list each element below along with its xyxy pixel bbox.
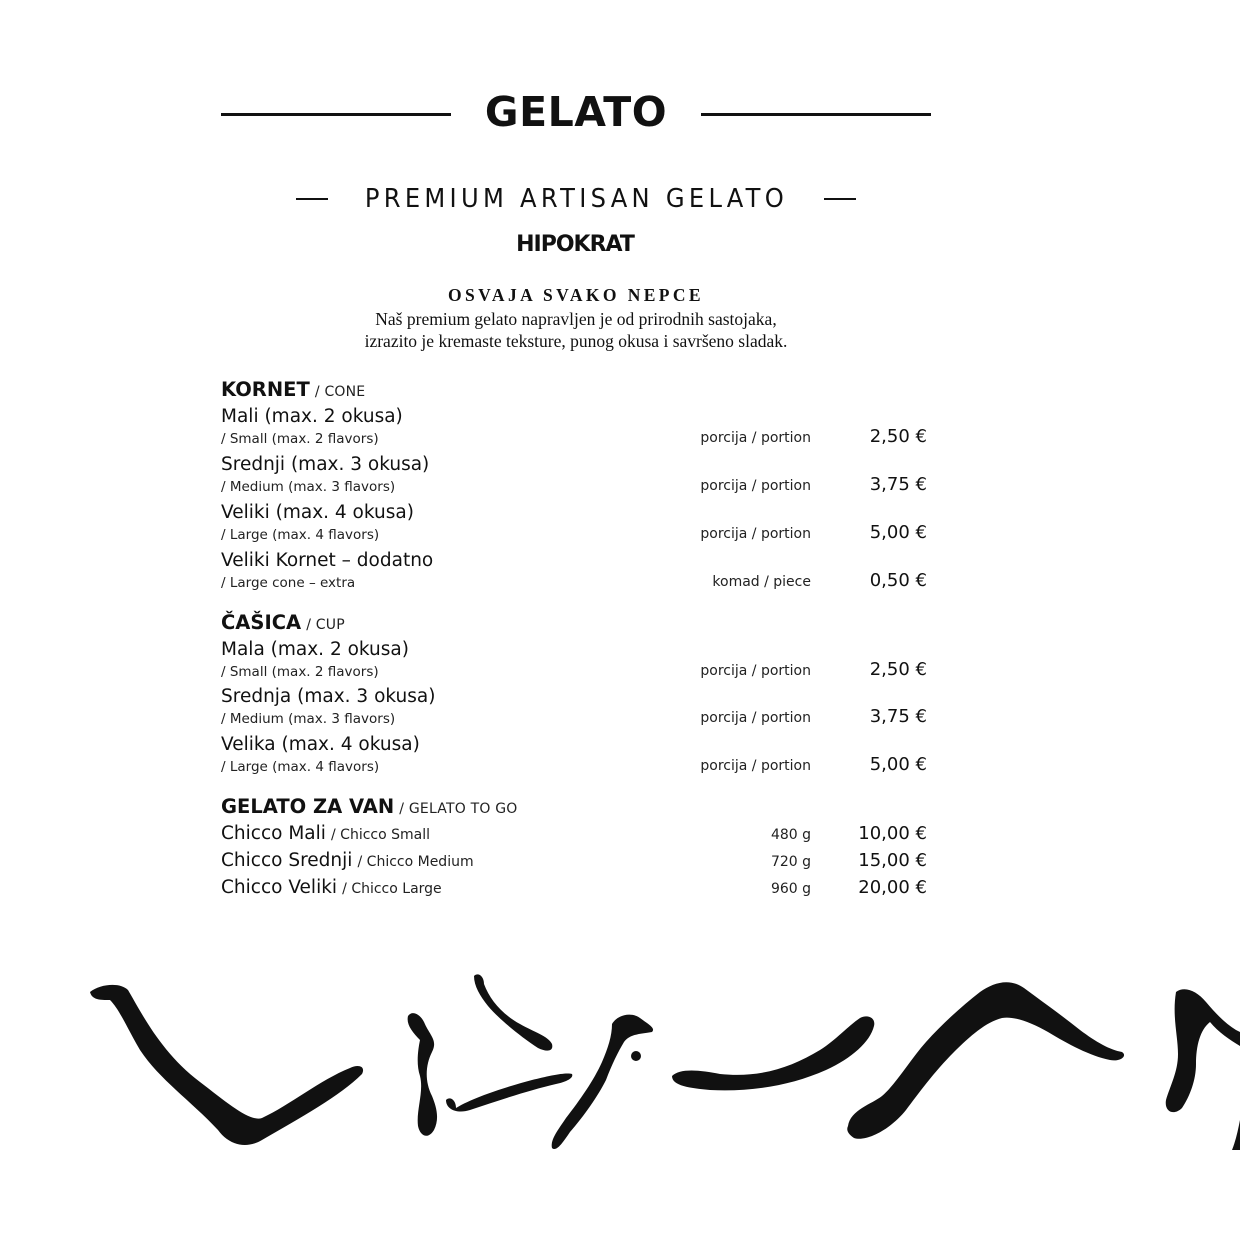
item-name: Velika (max. 4 okusa) <box>221 734 420 755</box>
menu-item <box>221 877 931 903</box>
item-unit: porcija / portion <box>700 478 811 494</box>
item-price: 5,00 € <box>869 754 927 775</box>
menu-item <box>221 550 931 596</box>
page-title: GELATO <box>484 88 668 136</box>
section-title: ČAŠICA <box>221 611 302 634</box>
section-heading-gelato-to-go <box>221 795 517 818</box>
item-unit: porcija / portion <box>700 663 811 679</box>
section-heading-kornet <box>221 378 365 401</box>
item-name: Chicco Srednji <box>221 850 353 871</box>
item-price: 2,50 € <box>869 426 927 447</box>
tagline: OSVAJA SVAKO NEPCE <box>447 285 705 305</box>
item-name: Srednja (max. 3 okusa) <box>221 686 436 707</box>
item-name: Srednji (max. 3 okusa) <box>221 454 430 475</box>
item-translation: / Chicco Small <box>331 827 430 843</box>
brush-stroke <box>1166 989 1240 1112</box>
item-unit: porcija / portion <box>700 526 811 542</box>
title-rule-right <box>701 113 931 116</box>
item-price: 2,50 € <box>869 659 927 680</box>
item-translation: / Small (max. 2 flavors) <box>221 664 379 680</box>
brush-stroke <box>1232 1120 1240 1150</box>
item-unit: komad / piece <box>712 574 811 590</box>
item-translation: / Small (max. 2 flavors) <box>221 431 379 447</box>
item-translation: / Medium (max. 3 flavors) <box>221 711 396 727</box>
item-name: Mali (max. 2 okusa) <box>221 406 403 427</box>
brand-logo-mark <box>500 225 650 259</box>
section-title: GELATO ZA VAN <box>221 795 395 818</box>
item-translation: / Large cone – extra <box>221 575 356 591</box>
item-translation: / Large (max. 4 flavors) <box>221 759 380 775</box>
menu-item <box>221 639 931 685</box>
item-price: 3,75 € <box>869 474 927 495</box>
brush-stroke <box>847 982 1124 1139</box>
menu-item <box>221 454 931 500</box>
item-name: Mala (max. 2 okusa) <box>221 639 409 660</box>
item-price: 10,00 € <box>858 823 927 844</box>
menu-item <box>221 734 931 780</box>
item-price: 20,00 € <box>858 877 927 898</box>
menu-item <box>221 850 931 876</box>
item-translation: / Chicco Large <box>342 881 442 897</box>
section-subtitle: / GELATO TO GO <box>399 801 518 817</box>
section-subtitle: / CUP <box>306 617 345 633</box>
subtitle-dash-right <box>824 198 856 200</box>
subtitle-row <box>296 181 856 217</box>
item-price: 3,75 € <box>869 706 927 727</box>
brand-logo-text: HIPOKRAT <box>516 232 634 257</box>
item-name: Veliki (max. 4 okusa) <box>221 502 414 523</box>
subtitle-dash-left <box>296 198 328 200</box>
brand-logo <box>500 225 650 259</box>
brush-stroke <box>552 1015 653 1149</box>
brush-stroke <box>408 1013 437 1136</box>
item-price: 15,00 € <box>858 850 927 871</box>
item-name-row <box>221 850 474 871</box>
item-unit: porcija / portion <box>700 710 811 726</box>
menu-item <box>221 686 931 732</box>
item-weight: 480 g <box>770 827 811 843</box>
item-name: Veliki Kornet – dodatno <box>221 550 434 571</box>
item-weight: 720 g <box>770 854 811 870</box>
item-translation: / Large (max. 4 flavors) <box>221 527 380 543</box>
brush-dot <box>631 1051 641 1061</box>
description-line: izrazito je kremaste teksture, punog okusa i savršeno sladak. <box>364 331 788 351</box>
item-translation: / Medium (max. 3 flavors) <box>221 479 396 495</box>
description-line: Naš premium gelato napravljen je od prirodnih sastojaka, <box>375 309 777 329</box>
menu-item <box>221 406 931 452</box>
item-translation: / Chicco Medium <box>357 854 474 870</box>
decorative-brush-strokes <box>0 960 1240 1160</box>
item-name-row <box>221 877 442 898</box>
item-unit: porcija / portion <box>700 758 811 774</box>
section-heading-casica <box>221 611 345 634</box>
item-price: 5,00 € <box>869 522 927 543</box>
brush-stroke <box>446 1073 572 1111</box>
item-name: Chicco Mali <box>221 823 326 844</box>
subtitle: PREMIUM ARTISAN GELATO <box>364 184 788 214</box>
item-weight: 960 g <box>770 881 811 897</box>
title-rule-left <box>221 113 451 116</box>
brush-stroke <box>90 985 363 1145</box>
item-name: Chicco Veliki <box>221 877 338 898</box>
description <box>300 308 852 352</box>
brush-stroke-group <box>90 974 1240 1150</box>
section-subtitle: / CONE <box>314 384 366 400</box>
brush-stroke <box>474 974 552 1050</box>
item-name-row <box>221 823 430 844</box>
brush-stroke <box>672 1016 874 1090</box>
menu-item <box>221 502 931 548</box>
item-price: 0,50 € <box>869 570 927 591</box>
section-title: KORNET <box>221 378 310 401</box>
menu-item <box>221 823 931 849</box>
item-unit: porcija / portion <box>700 430 811 446</box>
